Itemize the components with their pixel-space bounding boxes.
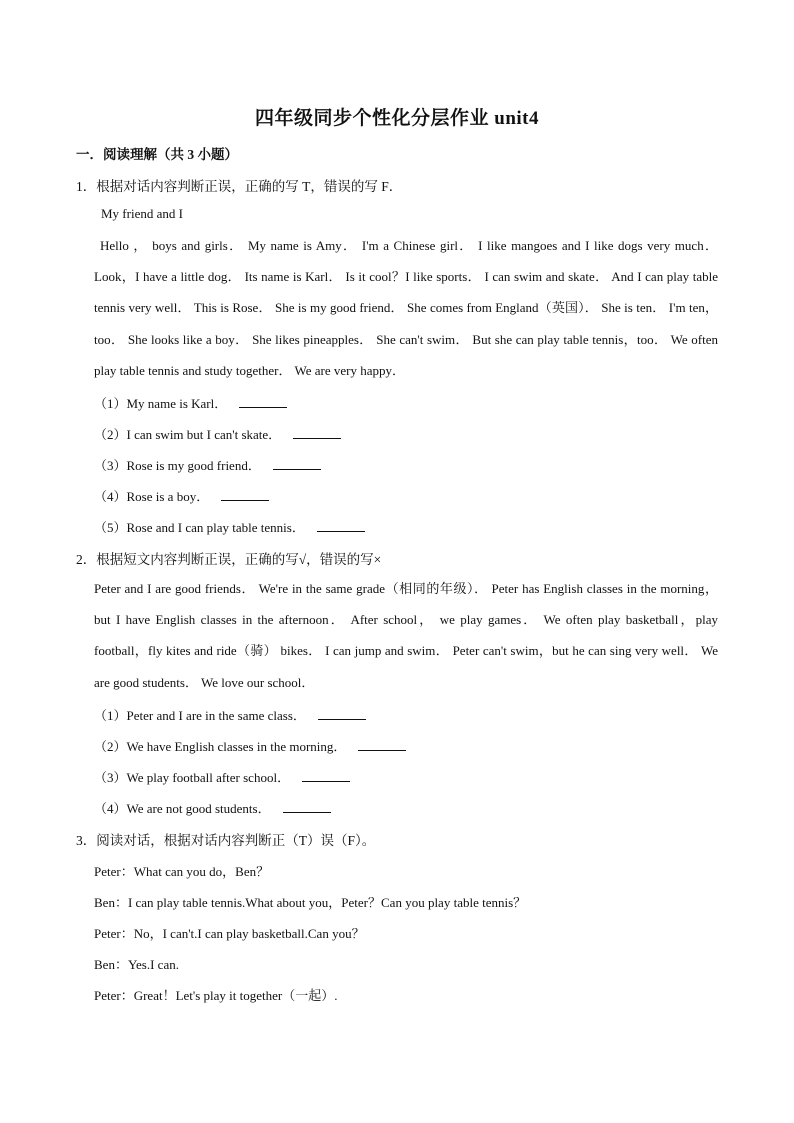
answer-blank[interactable]	[283, 802, 331, 813]
answer-blank[interactable]	[318, 709, 366, 720]
question-3-heading: 3．阅读对话，根据对话内容判断正（T）误（F）。	[76, 833, 376, 848]
item-text: （1）Peter and I are in the same class．	[94, 708, 306, 723]
answer-blank[interactable]	[317, 521, 365, 532]
dialogue-line: Peter：What can you do，Ben？	[94, 864, 270, 879]
q1-item-5	[94, 517, 365, 536]
section-heading: 一．阅读理解（共 3 小题）	[76, 147, 238, 162]
answer-blank[interactable]	[293, 428, 341, 439]
item-text: （3）Rose is my good friend．	[94, 458, 261, 473]
q2-item-2	[94, 736, 406, 755]
q2-item-3	[94, 767, 350, 786]
q1-item-4	[94, 486, 269, 505]
dialogue-line: Ben：Yes.I can.	[94, 957, 179, 972]
q1-item-3	[94, 455, 321, 474]
item-text: （1）My name is Karl．	[94, 396, 228, 411]
passage-2-text: Peter and I are good friends． We're in the same grade（相同的年级）． Peter has English classes in the morning， but I have English classes in the afternoon． After school， we play games． We often play basketball，play football，fly kites and ride（骑） bikes． I can jump and swim． Peter can't swim，but he can sing very well． We are good students． We love our school．	[94, 581, 718, 690]
dialogue-line: Peter：Great！Let's play it together（一起）.	[94, 988, 338, 1003]
answer-blank[interactable]	[358, 740, 406, 751]
dialogue-line: Ben：I can play table tennis.What about you，Peter？Can you play table tennis？	[94, 895, 527, 910]
q2-item-1	[94, 705, 366, 724]
passage-1-title: My friend and I	[101, 206, 183, 221]
item-text: （2）We have English classes in the morning．	[94, 739, 347, 754]
q2-item-4	[94, 798, 331, 817]
answer-blank[interactable]	[302, 771, 350, 782]
q1-item-2	[94, 424, 341, 443]
passage-1-text: Hello ， boys and girls． My name is Amy． I'm a Chinese girl． I like mangoes and I like dogs very much． Look，I have a little dog． Its name is Karl． Is it cool？I like sports． I can swim and skate． And I can play table tennis very well． This is Rose． She is my good friend． She comes from England（英国）． She is ten． I'm ten，too． She looks like a boy． She likes pineapples． She can't swim． But she can play table tennis，too． We often play table tennis and study together． We are very happy．	[94, 238, 718, 378]
item-text: （4）Rose is a boy．	[94, 489, 210, 504]
item-text: （3）We play football after school．	[94, 770, 291, 785]
answer-blank[interactable]	[239, 397, 287, 408]
page-title: 四年级同步个性化分层作业 unit4	[255, 108, 539, 129]
q1-item-1	[94, 393, 287, 412]
item-text: （2）I can swim but I can't skate．	[94, 427, 282, 442]
question-1-heading: 1．根据对话内容判断正误，正确的写 T，错误的写 F．	[76, 179, 403, 194]
dialogue-line: Peter：No，I can't.I can play basketball.Can you？	[94, 926, 365, 941]
item-text: （5）Rose and I can play table tennis．	[94, 520, 305, 535]
answer-blank[interactable]	[221, 490, 269, 501]
item-text: （4）We are not good students．	[94, 801, 271, 816]
question-2-heading: 2．根据短文内容判断正误，正确的写√，错误的写×	[76, 552, 382, 567]
answer-blank[interactable]	[273, 459, 321, 470]
